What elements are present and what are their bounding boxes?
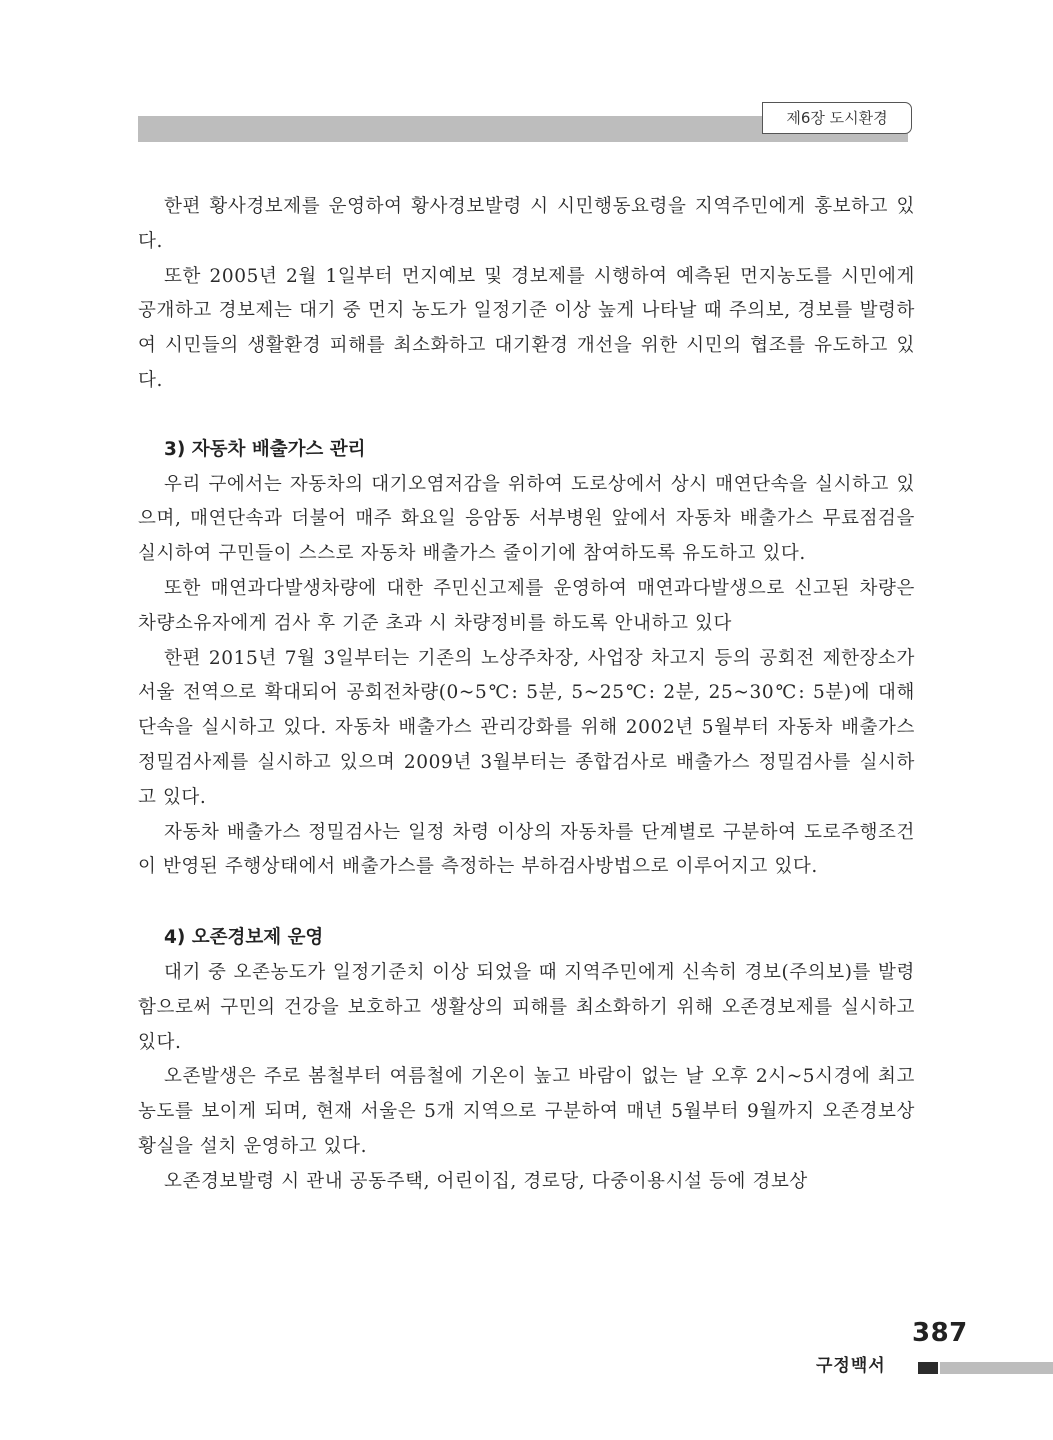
paragraph: 또한 2005년 2월 1일부터 먼지예보 및 경보제를 시행하여 예측된 먼지농도를 시민에게 공개하고 경보제는 대기 중 먼지 농도가 일정기준 이상 높게 나타날 때 주의보, 경보를 발령하여 시민들의 생활환경 피해를 최소화하고 대기환경 개선을 위한 시민의 협조를 유도하고 있다. — [138, 265, 915, 391]
paragraph: 또한 매연과다발생차량에 대한 주민신고제를 운영하여 매연과다발생으로 신고된 차량은 차량소유자에게 검사 후 기준 초과 시 차량정비를 하도록 안내하고 있다 — [138, 577, 915, 634]
page-body — [138, 190, 915, 1200]
paragraph: 대기 중 오존농도가 일정기준치 이상 되었을 때 지역주민에게 신속히 경보(주의보)를 발령함으로써 구민의 건강을 보호하고 생활상의 피해를 최소화하기 위해 오존경보제를 실시하고 있다. — [138, 961, 915, 1053]
paragraph: 오존발생은 주로 봄철부터 여름철에 기온이 높고 바람이 없는 날 오후 2시~5시경에 최고농도를 보이게 되며, 현재 서울은 5개 지역으로 구분하여 매년 5월부터 9월까지 오존경보상황실을 설치 운영하고 있다. — [138, 1066, 915, 1157]
footer-marker — [918, 1362, 938, 1374]
chapter-label: 제6장 도시환경 — [762, 102, 912, 134]
section-heading: 3) 자동차 배출가스 관리 — [164, 438, 366, 460]
page-number: 387 — [912, 1318, 968, 1348]
footer-bar — [940, 1362, 1053, 1374]
section-heading: 4) 오존경보제 운영 — [164, 927, 324, 949]
book-title: 구정백서 — [816, 1356, 886, 1376]
paragraph: 오존경보발령 시 관내 공동주택, 어린이집, 경로당, 다중이용시설 등에 경보상 — [164, 1170, 808, 1192]
paragraph: 한편 황사경보제를 운영하여 황사경보발령 시 시민행동요령을 지역주민에게 홍보하고 있다. — [138, 196, 915, 252]
paragraph: 자동차 배출가스 정밀검사는 일정 차령 이상의 자동차를 단계별로 구분하여 도로주행조건이 반영된 주행상태에서 배출가스를 측정하는 부하검사방법으로 이루어지고 있다. — [138, 821, 915, 878]
paragraph: 한편 2015년 7월 3일부터는 기존의 노상주차장, 사업장 차고지 등의 공회전 제한장소가 서울 전역으로 확대되어 공회전차량(0~5℃: 5분, 5~25℃: 2분, 25~30℃: 5분)에 대해 단속을 실시하고 있다. 자동차 배출가스 관리강화를 위해 2002년 5월부터 자동차 배출가스 정밀검사제를 실시하고 있으며 2009년 3월부터는 종합검사로 배출가스 정밀검사를 실시하고 있다. — [138, 647, 915, 808]
paragraph: 우리 구에서는 자동차의 대기오염저감을 위하여 도로상에서 상시 매연단속을 실시하고 있으며, 매연단속과 더불어 매주 화요일 응암동 서부병원 앞에서 자동차 배출가스 무료점검을 실시하여 구민들이 스스로 자동차 배출가스 줄이기에 참여하도록 유도하고 있다. — [138, 473, 915, 565]
